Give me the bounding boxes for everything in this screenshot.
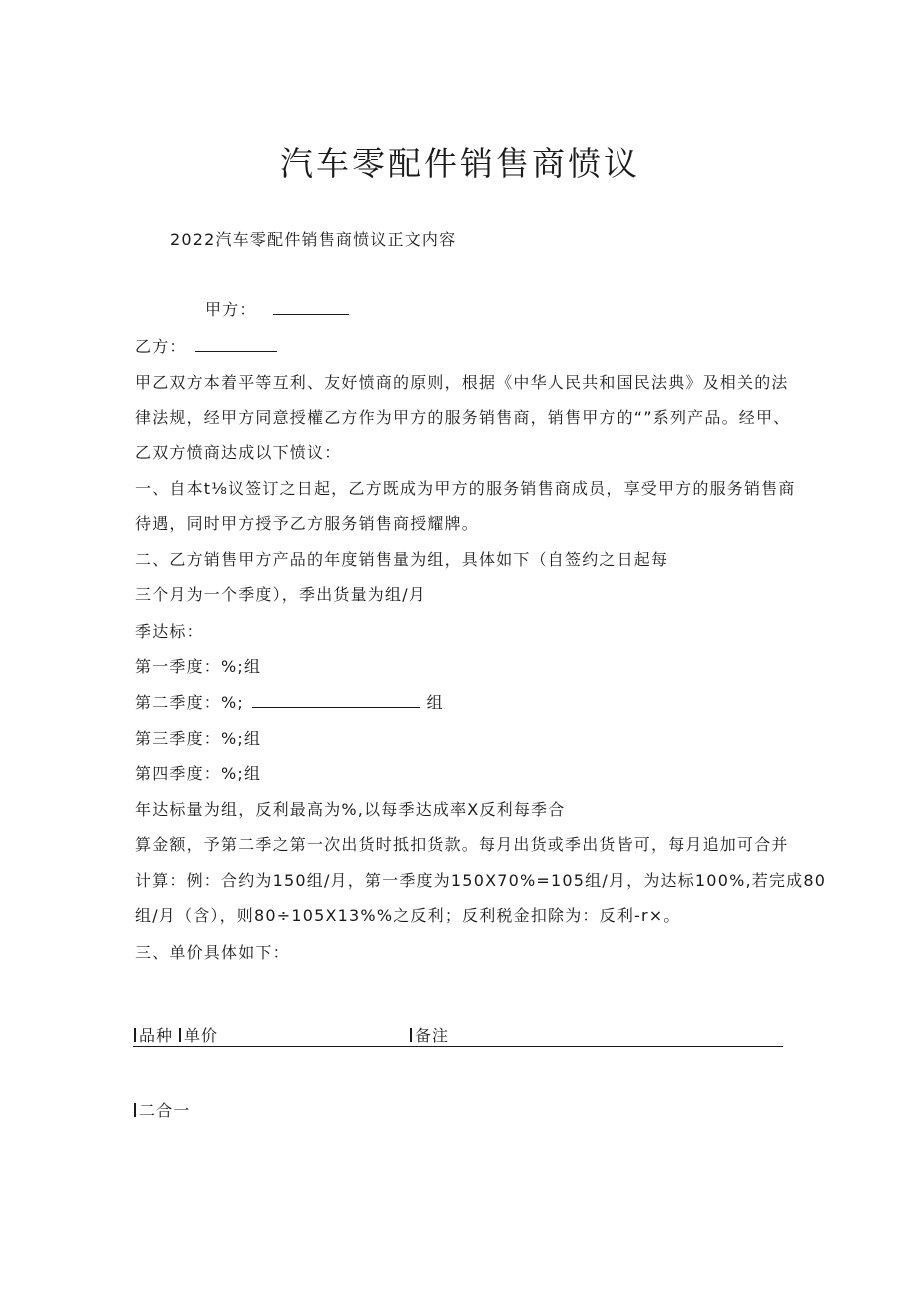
table-separator bbox=[410, 1028, 412, 1042]
table-separator bbox=[134, 1028, 136, 1042]
quarter-2-blank bbox=[252, 693, 420, 708]
paragraph-line: 计算：例：合约为150组/月，第一季度为150X70%=105组/月，为达标100%,若完成80 bbox=[135, 871, 827, 890]
table-row bbox=[134, 1100, 191, 1122]
table-separator bbox=[134, 1103, 136, 1117]
table-row-text: 二合一 bbox=[139, 1101, 191, 1120]
col-note-header: 备注 bbox=[410, 1023, 449, 1046]
party-a-line bbox=[205, 299, 349, 321]
party-b-label: 乙方： bbox=[135, 337, 187, 356]
quarter-2-line bbox=[135, 692, 444, 714]
document-title: 汽车零配件销售商愤议 bbox=[280, 144, 640, 183]
paragraph-line: 甲乙双方本着平等互利、友好愤商的原则，根据《中华人民共和国民法典》及相关的法 bbox=[135, 373, 789, 392]
paragraph-line: 律法规，经甲方同意授權乙方作为甲方的服务销售商，销售甲方的“”系列产品。经甲、 bbox=[135, 408, 791, 427]
price-table-header bbox=[133, 1023, 783, 1047]
paragraph-line: 季达标： bbox=[135, 622, 204, 641]
paragraph-line: 组/月（含），则80÷105X13%%之反利；反利税金扣除为：反利-r×。 bbox=[135, 906, 681, 925]
document-subtitle: 2022汽车零配件销售商愤议正文内容 bbox=[170, 230, 457, 249]
col-price-header: 单价 bbox=[179, 1023, 218, 1046]
paragraph-line: 算金额，予第二季之第一次出货时抵扣货款。每月出货或季出货皆可，每月追加可合并 bbox=[135, 835, 789, 854]
paragraph-line: 一、自本t⅛议签订之日起，乙方既成为甲方的服务销售商成员，享受甲方的服务销售商 bbox=[135, 479, 796, 498]
party-b-line bbox=[135, 336, 277, 358]
party-b-blank bbox=[195, 337, 277, 352]
quarter-1-line: 第一季度：%;组 bbox=[135, 657, 262, 676]
quarter-3-line: 第三季度：%;组 bbox=[135, 729, 262, 748]
col-variety-header: 品种 bbox=[134, 1023, 173, 1046]
quarter-2-text: 第二季度：%; bbox=[135, 693, 244, 712]
paragraph-line: 年达标量为组，反利最高为%,以每季达成率X反利每季合 bbox=[135, 800, 566, 819]
paragraph-line: 乙双方愤商达成以下愤议： bbox=[135, 443, 342, 462]
party-a-label: 甲方： bbox=[205, 300, 257, 319]
paragraph-line: 二、乙方销售甲方产品的年度销售量为组，具体如下（自签约之日起每 bbox=[135, 550, 669, 569]
paragraph-line: 待遇，同时甲方授予乙方服务销售商授耀牌。 bbox=[135, 514, 480, 533]
table-separator bbox=[179, 1028, 181, 1042]
quarter-4-line: 第四季度：%;组 bbox=[135, 764, 262, 783]
quarter-2-suffix: 组 bbox=[426, 693, 444, 712]
paragraph-line: 三、单价具体如下： bbox=[135, 943, 290, 962]
party-a-blank bbox=[273, 300, 349, 315]
paragraph-line: 三个月为一个季度），季出货量为组/月 bbox=[135, 585, 426, 604]
